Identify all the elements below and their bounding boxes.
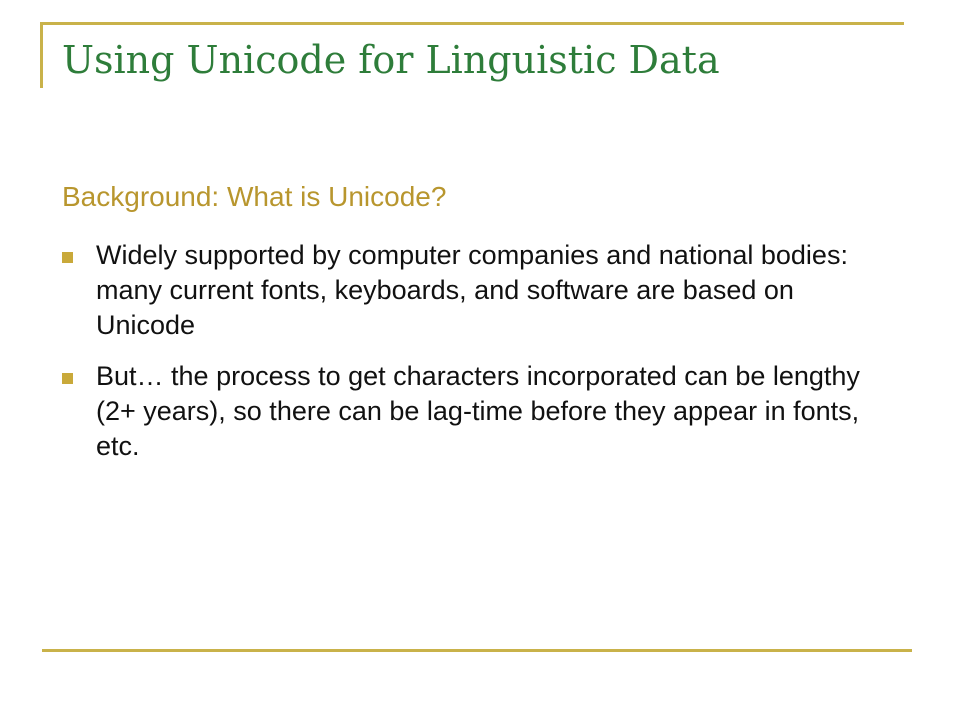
slide-title: Using Unicode for Linguistic Data <box>62 38 720 82</box>
slide-subtitle: Background: What is Unicode? <box>62 181 447 212</box>
bullet-text: Widely supported by computer companies and national bodies: many current fonts, keyboards, and software are based on Unicode <box>96 240 848 340</box>
square-bullet-icon <box>62 373 73 384</box>
bottom-border-rule <box>42 649 912 652</box>
left-border-rule <box>40 22 43 88</box>
top-border-rule <box>40 22 904 25</box>
bullet-text: But… the process to get characters incorporated can be lengthy (2+ years), so there can be lag-time before they appear in fonts, etc. <box>96 361 860 461</box>
bullet-item <box>62 238 882 343</box>
square-bullet-icon <box>62 252 73 263</box>
bullet-list <box>62 238 882 480</box>
bullet-item <box>62 359 882 464</box>
